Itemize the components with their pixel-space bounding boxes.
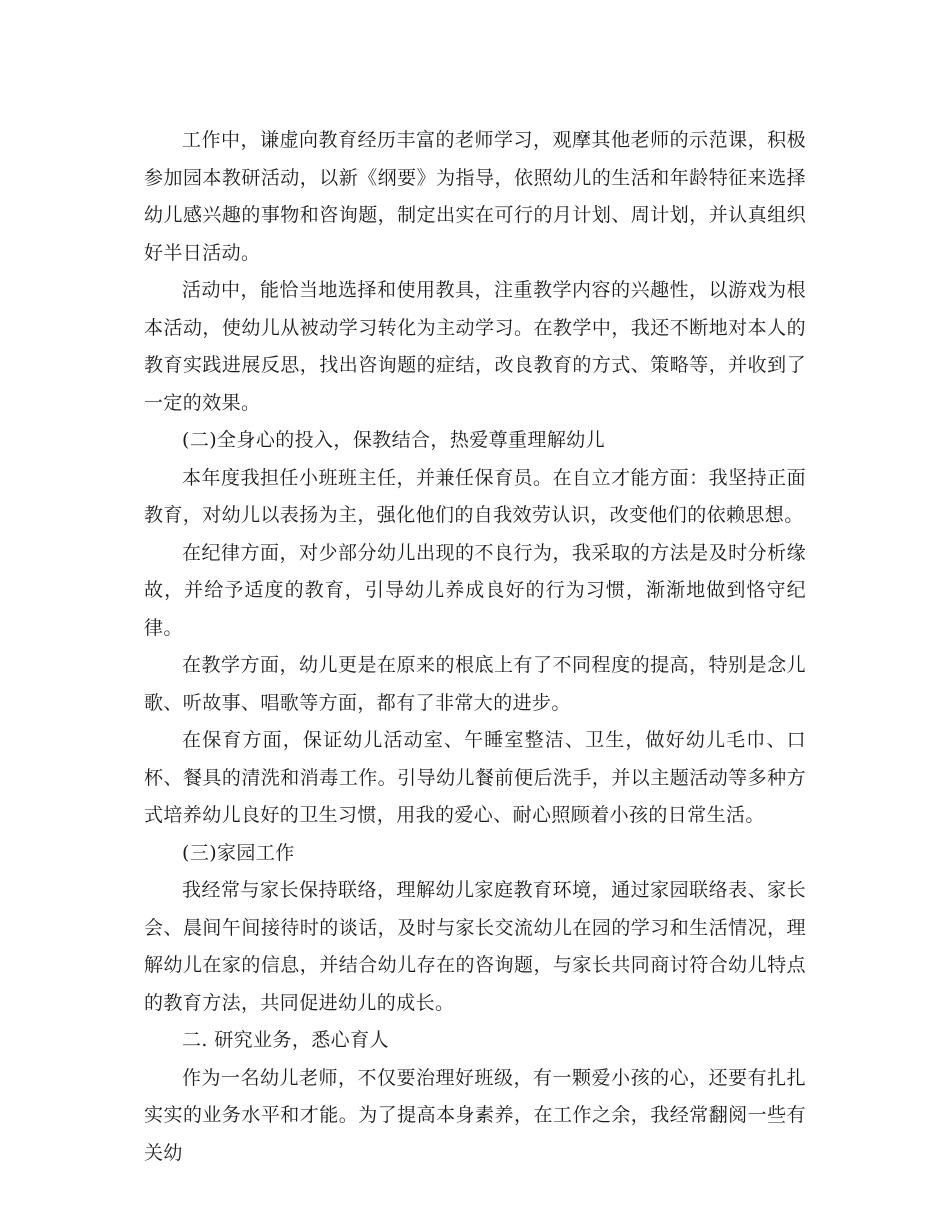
paragraph-professional-growth: 作为一名幼儿老师，不仅要治理好班级，有一颗爱小孩的心，还要有扎扎实实的业务水平和才能。为了提高本身素养，在工作之余，我经常翻阅一些有关幼 <box>144 1066 806 1164</box>
paragraph-activities: 活动中，能恰当地选择和使用教具，注重教学内容的兴趣性，以游戏为根本活动，使幼儿从被动学习转化为主动学习。在教学中，我还不断地对本人的教育实践进展反思，找出咨询题的症结，改良教育的方式、策略等，并收到了一定的效果。 <box>144 279 806 414</box>
section-heading-professional-study: 二. 研究业务，悉心育人 <box>182 1029 389 1051</box>
section-heading-care-education: (二)全身心的投入，保教结合，热爱尊重理解幼儿 <box>182 429 606 451</box>
section-heading-home-school: (三)家园工作 <box>182 841 295 864</box>
paragraph-childcare: 在保育方面，保证幼儿活动室、午睡室整洁、卫生，做好幼儿毛巾、口杯、餐具的清洗和消毒工作。引导幼儿餐前便后洗手，并以主题活动等多种方式培养幼儿良好的卫生习惯，用我的爱心、耐心照顾着小孩的日常生活。 <box>144 729 806 826</box>
paragraph-parent-contact: 我经常与家长保持联络，理解幼儿家庭教育环境，通过家园联络表、家长会、晨间午间接待时的谈话，及时与家长交流幼儿在园的学习和生活情况，理解幼儿在家的信息，并结合幼儿存在的咨询题，与家长共同商讨符合幼儿特点的教育方法，共同促进幼儿的成长。 <box>144 879 806 1014</box>
paragraph-teaching: 在教学方面，幼儿更是在原来的根底上有了不同程度的提高，特别是念儿歌、听故事、唱歌等方面，都有了非常大的进步。 <box>144 654 806 714</box>
paragraph-discipline: 在纪律方面，对少部分幼儿出现的不良行为，我采取的方法是及时分析缘故，并给予适度的教育，引导幼儿养成良好的行为习惯，渐渐地做到恪守纪律。 <box>144 541 806 639</box>
paragraph-work-learning: 工作中，谦虚向教育经历丰富的老师学习，观摩其他老师的示范课，积极参加园本教研活动，以新《纲要》为指导，依照幼儿的生活和年龄特征来选择幼儿感兴趣的事物和咨询题，制定出实在可行的月计划、周计划，并认真组织好半日活动。 <box>144 129 806 264</box>
document-body <box>144 122 806 1172</box>
paragraph-class-teacher: 本年度我担任小班班主任，并兼任保育员。在自立才能方面：我坚持正面教育，对幼儿以表扬为主，强化他们的自我效劳认识，改变他们的依赖思想。 <box>144 466 806 526</box>
